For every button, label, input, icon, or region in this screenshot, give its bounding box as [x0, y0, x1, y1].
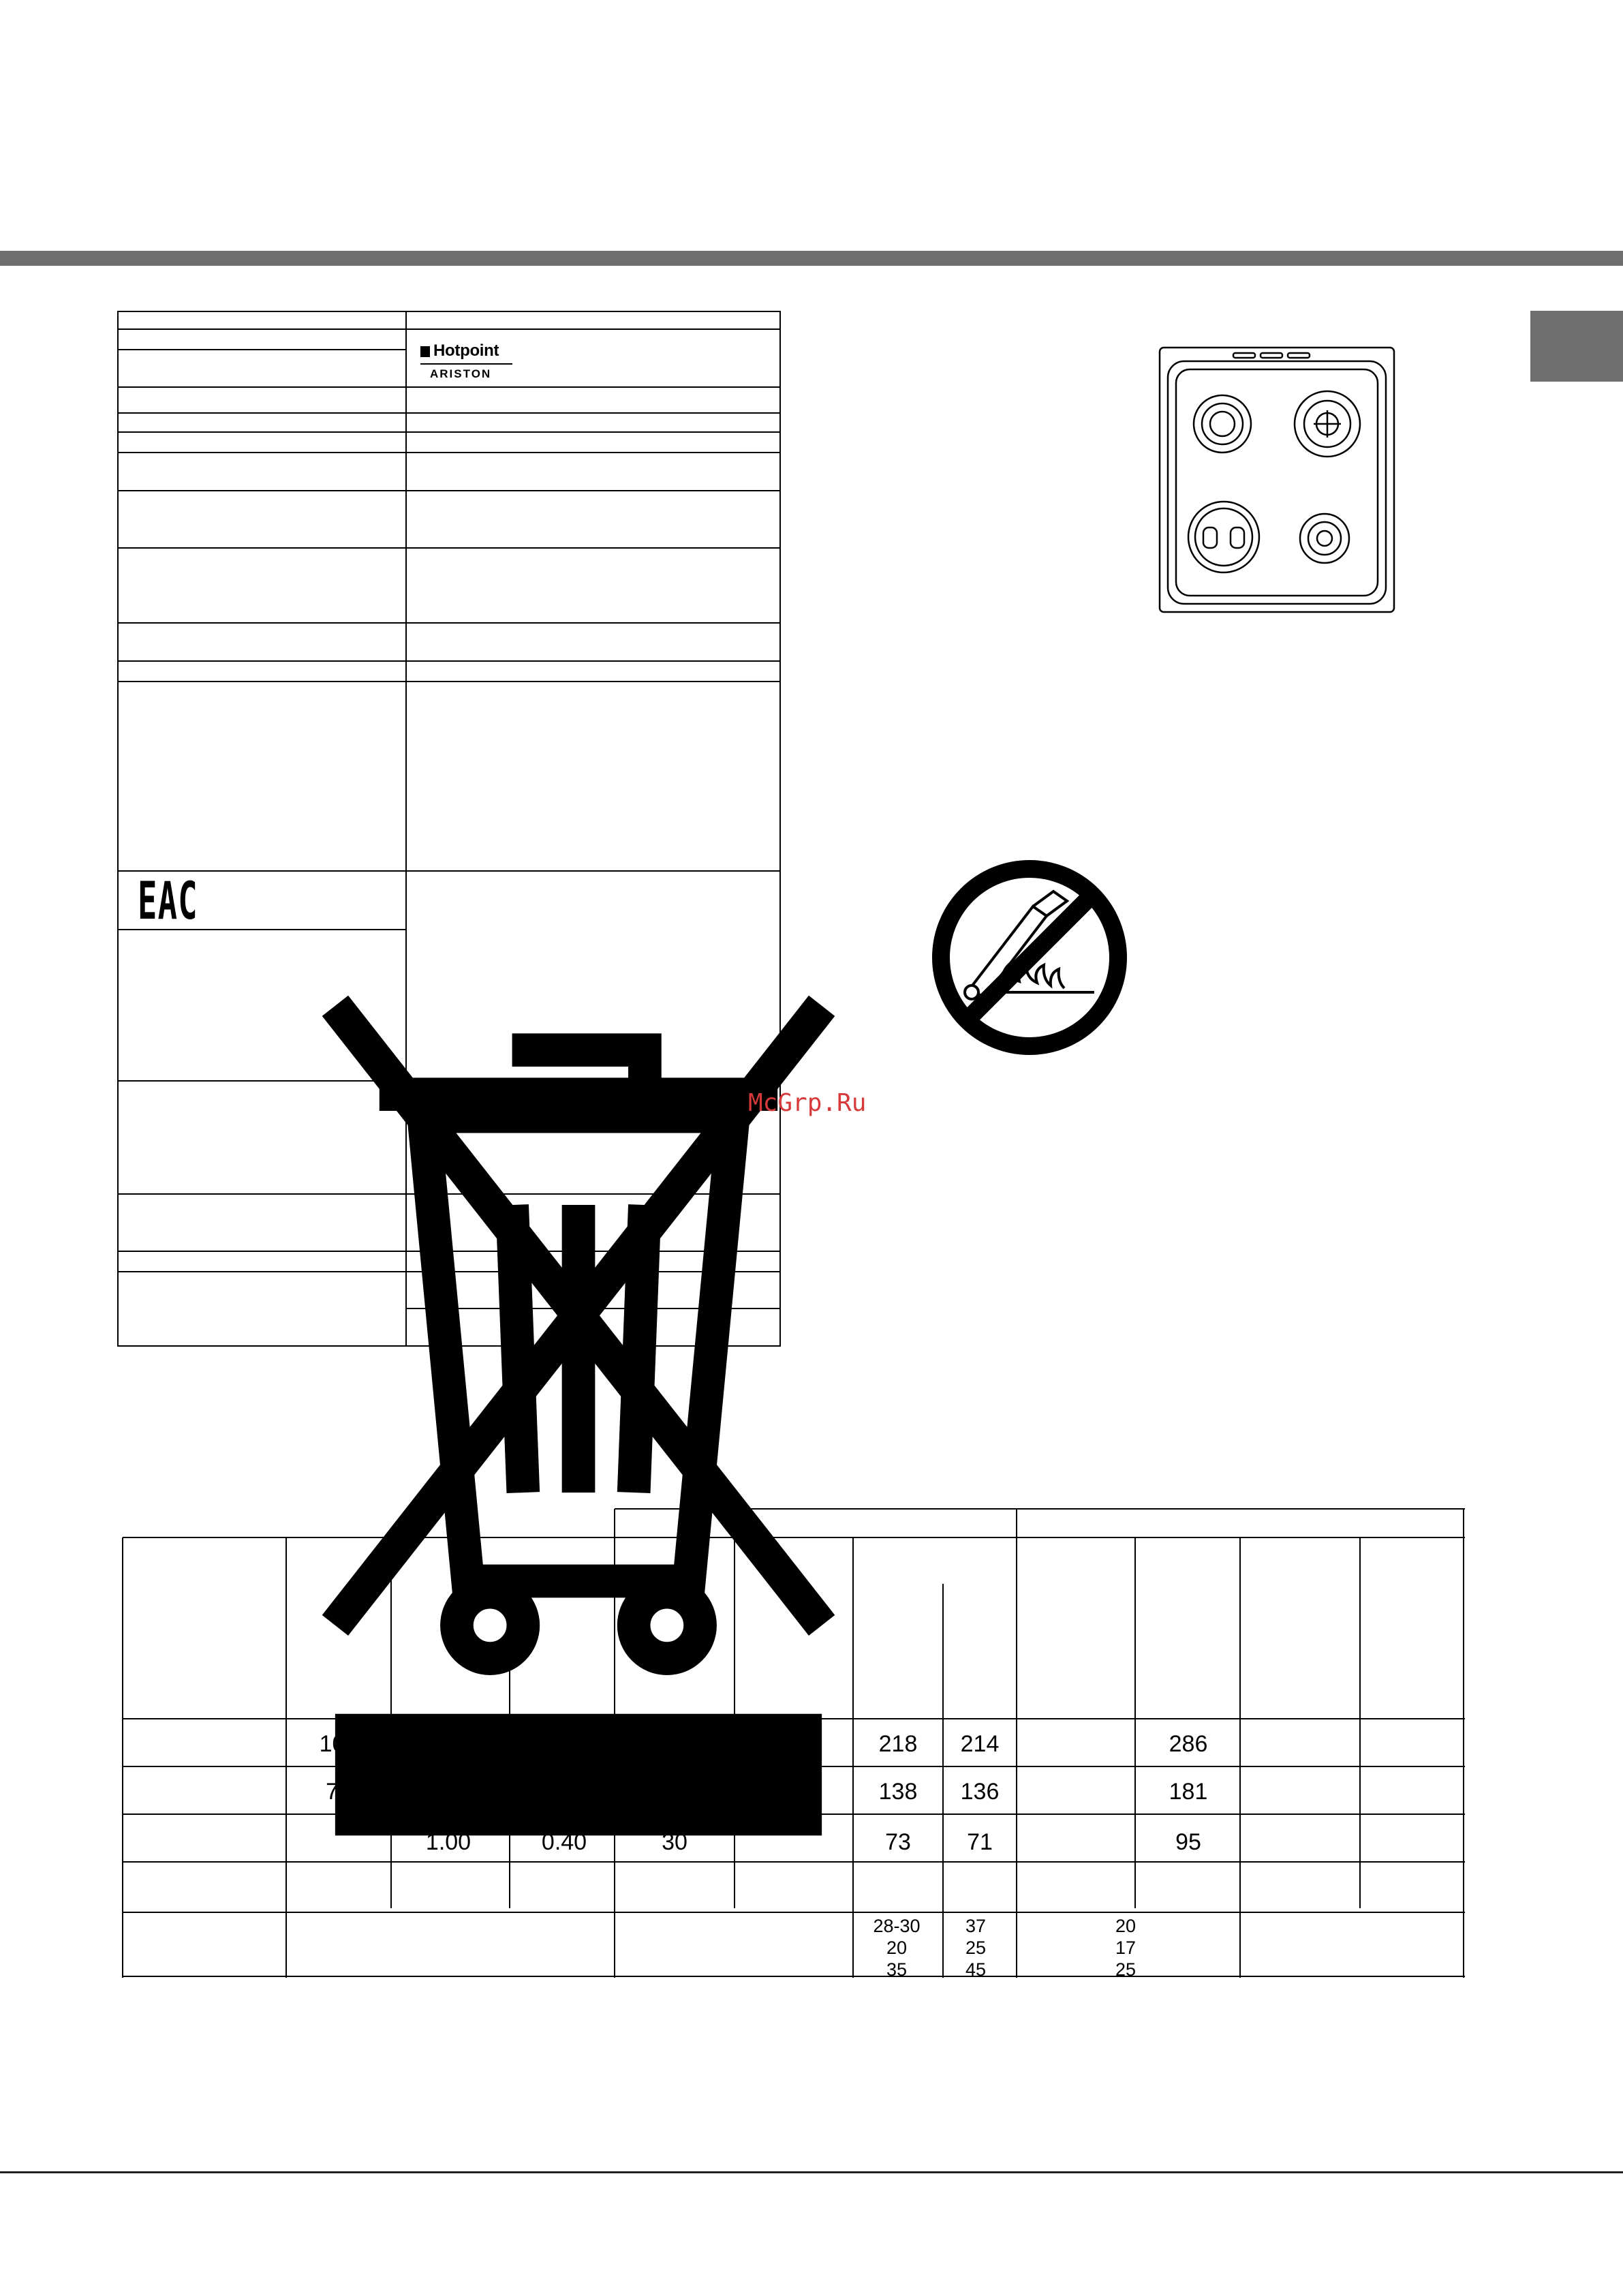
- gas-cell-r1-c2: 3.00: [425, 1731, 472, 1757]
- pressure-maximum-2: 45: [965, 1959, 987, 1980]
- gas-cell-r3-c4: 30: [662, 1829, 687, 1855]
- gas-cell-r3-c6: 73: [885, 1829, 911, 1855]
- gas-cell-r3-c3: 0.40: [541, 1829, 587, 1855]
- no-flame-sign-icon: [931, 859, 1128, 1056]
- spec-table: [117, 311, 781, 1347]
- gas-cell-r2-c9: 181: [1169, 1779, 1208, 1805]
- gas-cell-r3-c7: 71: [967, 1829, 993, 1855]
- gas-cell-r2-c3: 0.40: [541, 1779, 587, 1805]
- gas-cell-r2-c2: 1.90: [425, 1779, 472, 1805]
- pressure-nominal-2: 37: [965, 1916, 987, 1936]
- gas-cell-r2-c4: 30: [662, 1779, 687, 1805]
- gas-cell-r3-c9: 95: [1175, 1829, 1201, 1855]
- pressure-col-1: [866, 1915, 927, 1980]
- gas-cell-r1-c6: 218: [878, 1731, 918, 1757]
- footer-line: [0, 2171, 1623, 2173]
- gas-cell-r2-c1: 75: [326, 1779, 352, 1805]
- pressure-nominal-1: 28-30: [873, 1916, 921, 1936]
- gas-cell-r2-c6: 138: [878, 1779, 918, 1805]
- hob-diagram: [1158, 346, 1395, 613]
- brand-sub: ARISTON: [430, 367, 492, 380]
- watermark: McGrp.Ru: [748, 1089, 867, 1117]
- brand-square-icon: [420, 346, 430, 357]
- pressure-nominal-3: 20: [1115, 1916, 1137, 1936]
- brand-logo: [420, 341, 516, 382]
- eac-mark: EAC: [138, 870, 198, 931]
- header-bar: [0, 251, 1623, 266]
- pressure-minimum-3: 17: [1115, 1938, 1137, 1958]
- side-tab: [1530, 311, 1623, 382]
- gas-cell-r1-c1: 100: [319, 1731, 358, 1757]
- gas-cell-r1-c4: 41: [662, 1731, 687, 1757]
- gas-cell-r2-c7: 136: [960, 1779, 1000, 1805]
- gas-cell-r3-c2: 1.00: [425, 1829, 472, 1855]
- brand-name: Hotpoint: [433, 341, 499, 360]
- pressure-minimum-2: 25: [965, 1938, 987, 1958]
- brand-rule: [420, 363, 512, 365]
- gas-cell-r1-c9: 286: [1169, 1731, 1208, 1757]
- pressure-col-2: [945, 1915, 1006, 1980]
- gas-cell-r1-c7: 214: [960, 1731, 1000, 1757]
- pressure-maximum-3: 25: [1115, 1959, 1137, 1980]
- gas-table: [121, 1507, 1465, 1978]
- pressure-col-3: [1095, 1915, 1156, 1980]
- gas-cell-r1-c3: 0.70: [541, 1731, 587, 1757]
- pressure-minimum-1: 20: [886, 1938, 908, 1958]
- pressure-maximum-1: 35: [886, 1959, 908, 1980]
